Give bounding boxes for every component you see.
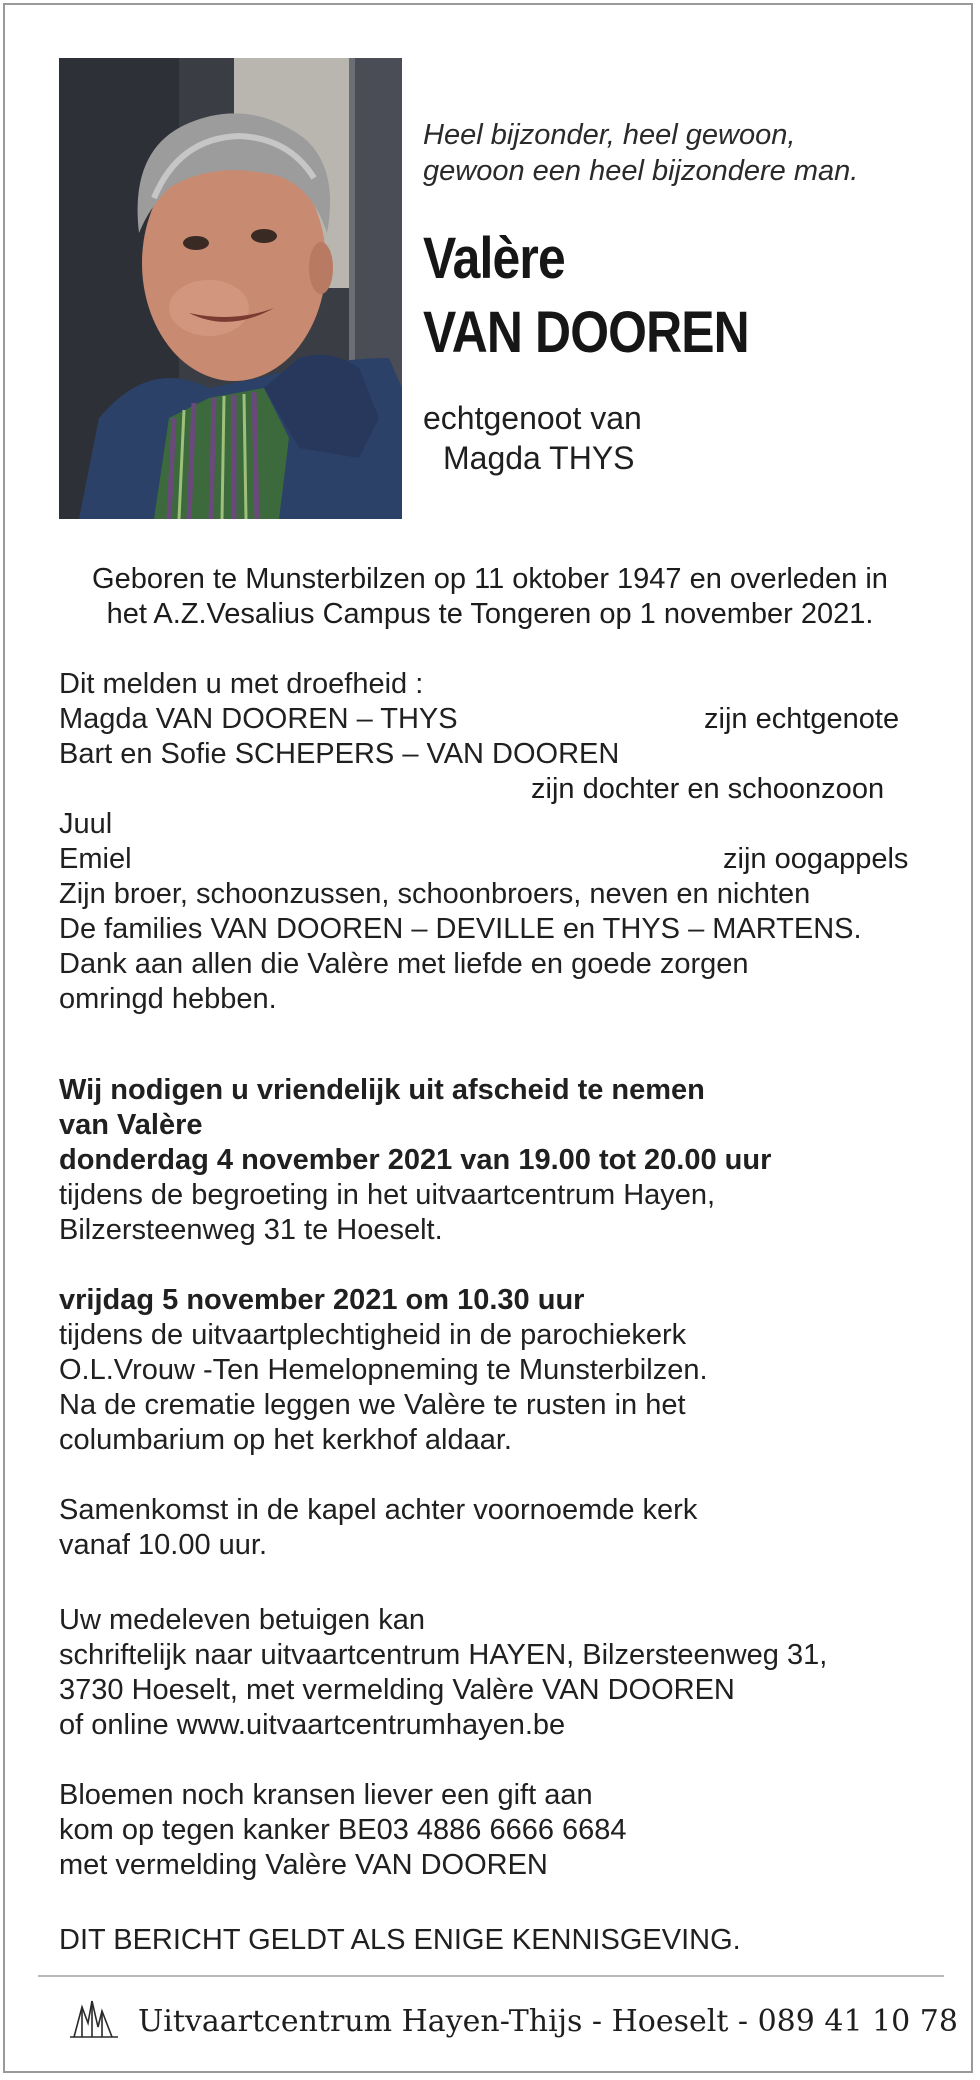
- mourners-line: Dank aan allen die Valère met liefde en goede zorgen: [59, 948, 749, 980]
- ceremony-desc: Bilzersteenweg 31 te Hoeselt.: [59, 1214, 443, 1246]
- ceremony-desc: O.L.Vrouw -Ten Hemelopneming te Munsterbilzen.: [59, 1354, 708, 1386]
- mourner-name: Magda VAN DOOREN – THYS: [59, 703, 458, 735]
- mourner-name: Emiel: [59, 843, 132, 875]
- footer-divider: [38, 1975, 944, 1977]
- first-name: Valère: [423, 226, 565, 291]
- condolences-line: of online www.uitvaartcentrumhayen.be: [59, 1709, 566, 1741]
- quote-line: Heel bijzonder, heel gewoon,: [423, 119, 796, 151]
- invitation-line: van Valère: [59, 1109, 203, 1141]
- mourner-name: Bart en Sofie SCHEPERS – VAN DOOREN: [59, 738, 620, 770]
- deceased-name: [423, 222, 749, 370]
- birth-death-line: het A.Z.Vesalius Campus te Tongeren op 1 november 2021.: [106, 598, 874, 630]
- gathering-line: vanaf 10.00 uur.: [59, 1529, 267, 1561]
- flowers-line: kom op tegen kanker BE03 4886 6666 6684: [59, 1814, 627, 1846]
- condolences-line: Uw medeleven betuigen kan: [59, 1604, 425, 1636]
- mourner-relation: zijn echtgenote: [704, 703, 900, 735]
- portrait-photo: [59, 58, 402, 519]
- mourner-relation: zijn dochter en schoonzoon: [531, 773, 885, 805]
- funeral-home-logo-icon: [68, 1993, 120, 2050]
- mourner-relation: zijn oogappels: [723, 843, 909, 875]
- mourner-name: Juul: [59, 808, 113, 840]
- invitation-line: Wij nodigen u vriendelijk uit afscheid te nemen: [59, 1074, 705, 1106]
- ceremony-date: vrijdag 5 november 2021 om 10.30 uur: [59, 1284, 585, 1316]
- gathering-line: Samenkomst in de kapel achter voornoemde kerk: [59, 1494, 698, 1526]
- notice: DIT BERICHT GELDT ALS ENIGE KENNISGEVING.: [59, 1924, 741, 1956]
- mourners-intro: Dit melden u met droefheid :: [59, 668, 424, 700]
- ceremony-date: donderdag 4 november 2021 van 19.00 tot 20.00 uur: [59, 1144, 772, 1176]
- flowers-line: met vermelding Valère VAN DOOREN: [59, 1849, 548, 1881]
- quote-line: gewoon een heel bijzondere man.: [423, 155, 859, 187]
- condolences-line: schriftelijk naar uitvaartcentrum HAYEN, Bilzersteenweg 31,: [59, 1639, 828, 1671]
- spouse-line: echtgenoot van: [423, 400, 642, 436]
- memorial-quote: [423, 117, 858, 189]
- ceremony-desc: columbarium op het kerkhof aldaar.: [59, 1424, 512, 1456]
- birth-death-line: Geboren te Munsterbilzen op 11 oktober 1947 en overleden in: [92, 563, 888, 595]
- spouse-info: [423, 398, 642, 478]
- ceremony-desc: tijdens de begroeting in het uitvaartcentrum Hayen,: [59, 1179, 716, 1211]
- last-name: VAN DOOREN: [423, 300, 749, 365]
- condolences-line: 3730 Hoeselt, met vermelding Valère VAN DOOREN: [59, 1674, 735, 1706]
- flowers-line: Bloemen noch kransen liever een gift aan: [59, 1779, 593, 1811]
- ceremony-desc: tijdens de uitvaartplechtigheid in de parochiekerk: [59, 1319, 687, 1351]
- mourners-line: omringd hebben.: [59, 983, 277, 1015]
- mourners-line: De families VAN DOOREN – DEVILLE en THYS – MARTENS.: [59, 913, 862, 945]
- ceremony-desc: Na de crematie leggen we Valère te rusten in het: [59, 1389, 686, 1421]
- spouse-name: Magda THYS: [443, 440, 635, 476]
- mourners-line: Zijn broer, schoonzussen, schoonbroers, neven en nichten: [59, 878, 811, 910]
- footer-text: Uitvaartcentrum Hayen-Thijs - Hoeselt - 089 41 10 78: [138, 2004, 958, 2039]
